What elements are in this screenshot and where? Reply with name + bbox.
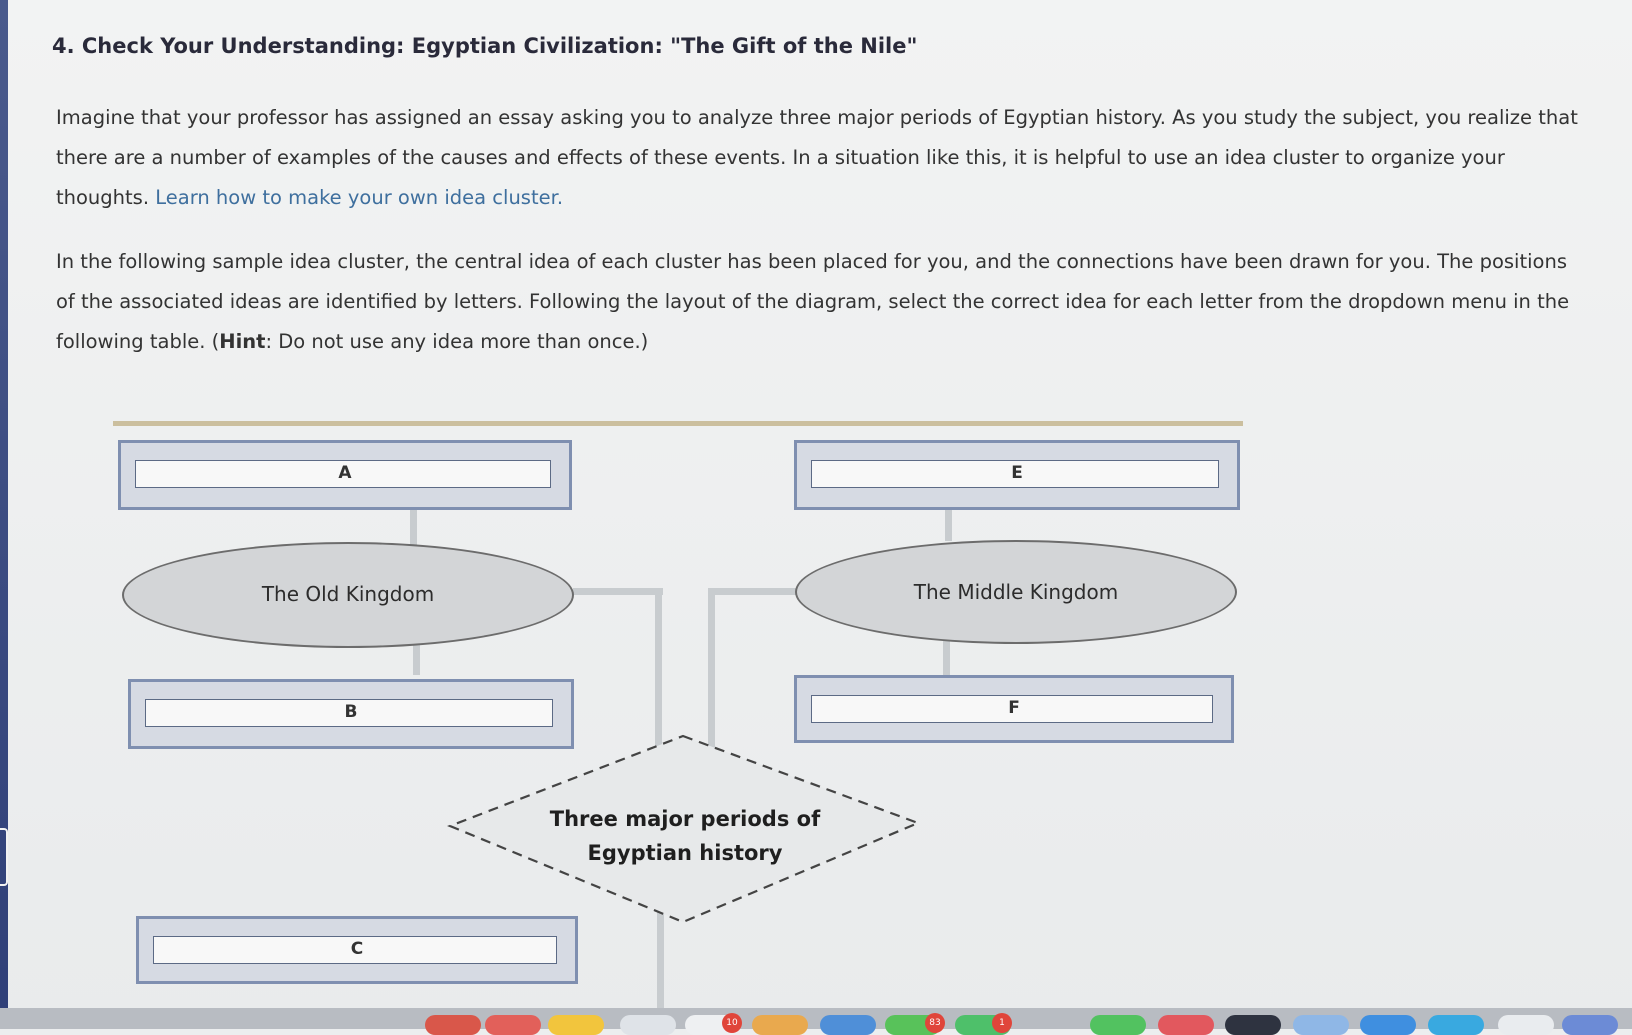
dock-app-icon[interactable] (1090, 1015, 1146, 1035)
dock-app-icon[interactable] (1225, 1015, 1281, 1035)
dock-app-icon[interactable] (425, 1015, 481, 1035)
old-kingdom-label: The Old Kingdom (261, 582, 435, 606)
central-idea-line-1: Three major periods of (549, 807, 821, 831)
dock-app-icon[interactable] (1360, 1015, 1416, 1035)
learn-idea-cluster-link[interactable]: Learn how to make your own idea cluster. (155, 186, 564, 209)
dock-notification-badge: 83 (925, 1013, 945, 1033)
middle-kingdom-label: The Middle Kingdom (913, 580, 1119, 604)
question-heading: 4. Check Your Understanding: Egyptian Civilization: "The Gift of the Nile" (52, 34, 918, 58)
central-idea-label (525, 802, 845, 870)
dock-app-icon[interactable] (752, 1015, 808, 1035)
hint-text: : Do not use any idea more than once.) (265, 330, 649, 353)
intro-text: Imagine that your professor has assigned an essay asking you to analyze three major periods of Egyptian history. As you study the subject, you realize that there are a number of examples of the causes and effects of these events. In a situation like this, it is helpful to use an idea cluster to organize your thoughts. (56, 106, 1578, 209)
dock-app-icon[interactable] (1158, 1015, 1214, 1035)
hint-label: Hint (219, 330, 266, 353)
instructions-text: In the following sample idea cluster, the central idea of each cluster has been placed for you, and the connections have been drawn for you. The positions of the associated ideas are identified by letters. Following the layout of the diagram, select the correct idea for each letter from the dropdown menu in the following table. ( (56, 250, 1570, 353)
dock-app-icon[interactable] (1428, 1015, 1484, 1035)
slot-b-letter: B (344, 702, 358, 722)
dock-app-icon[interactable] (820, 1015, 876, 1035)
dock-app-icon[interactable] (548, 1015, 604, 1035)
central-idea-line-2: Egyptian history (587, 841, 783, 865)
dock-app-icon[interactable] (1498, 1015, 1554, 1035)
dock-app-icon[interactable] (485, 1015, 541, 1035)
slot-f-letter: F (1008, 698, 1020, 718)
slot-e-letter: E (1011, 463, 1023, 483)
slot-a-letter: A (338, 463, 352, 483)
dock-notification-badge: 1 (992, 1013, 1012, 1033)
dock-notification-badge: 10 (722, 1013, 742, 1033)
dock-app-icon[interactable] (1562, 1015, 1618, 1035)
dock-app-icon[interactable] (620, 1015, 676, 1035)
slot-c-letter: C (350, 939, 364, 959)
dock-app-icon[interactable] (1293, 1015, 1349, 1035)
